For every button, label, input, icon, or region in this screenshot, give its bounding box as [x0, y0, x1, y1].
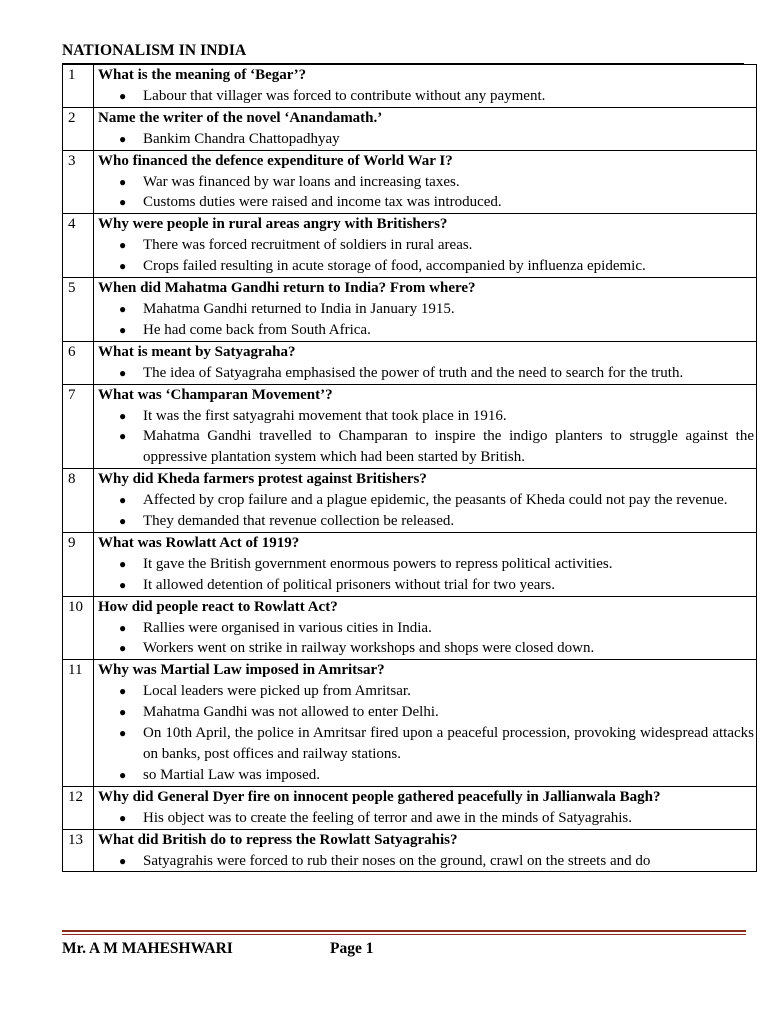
question-text: What was Rowlatt Act of 1919?: [98, 534, 300, 551]
answer-text: so Martial Law was imposed.: [143, 766, 321, 783]
footer-rule-thick: [62, 930, 746, 932]
question-number: 10: [63, 596, 94, 660]
answer-item: [98, 172, 754, 193]
question-cell: [94, 150, 757, 214]
question-cell: [94, 596, 757, 660]
answer-item: [98, 490, 754, 511]
answer-text: Mahatma Gandhi travelled to Champaran to inspire the indigo planters to struggle against the oppressive plantation system which had been started by British.: [143, 428, 754, 466]
question-text: What was ‘Champaran Movement’?: [98, 386, 333, 403]
question-cell: [94, 829, 757, 872]
answer-list: [98, 406, 754, 469]
answer-text: It was the first satyagrahi movement that took place in 1916.: [143, 407, 507, 424]
question-row: [63, 65, 757, 108]
bullet-icon: ●: [119, 301, 127, 316]
question-number: 1: [63, 65, 94, 108]
answer-text: War was financed by war loans and increasing taxes.: [143, 173, 460, 190]
question-row: [63, 469, 757, 533]
question-text: What did British do to repress the Rowlatt Satyagrahis?: [98, 831, 458, 848]
question-row: [63, 829, 757, 872]
answer-text: Satyagrahis were forced to rub their noses on the ground, crawl on the streets and do: [143, 852, 651, 869]
answer-item: [98, 638, 754, 659]
question-row: [63, 596, 757, 660]
answer-text: Workers went on strike in railway workshops and shops were closed down.: [143, 640, 595, 657]
bullet-icon: ●: [119, 514, 127, 529]
question-number: 11: [63, 660, 94, 786]
question-text: Why did Kheda farmers protest against Britishers?: [98, 471, 427, 488]
answer-item: [98, 256, 754, 277]
answer-list: [98, 235, 754, 277]
question-cell: [94, 278, 757, 342]
bullet-icon: ●: [119, 238, 127, 253]
question-number: 4: [63, 214, 94, 278]
answer-text: They demanded that revenue collection be released.: [143, 513, 455, 530]
bullet-icon: ●: [119, 493, 127, 508]
answer-list: [98, 851, 754, 872]
question-text: Who financed the defence expenditure of World War I?: [98, 152, 453, 169]
question-cell: [94, 660, 757, 786]
question-row: [63, 660, 757, 786]
bullet-icon: ●: [119, 853, 127, 868]
answer-text: It gave the British government enormous powers to repress political activities.: [143, 555, 613, 572]
question-row: [63, 150, 757, 214]
bullet-icon: ●: [119, 88, 127, 103]
bullet-icon: ●: [119, 408, 127, 423]
footer-rule-thin: [62, 934, 746, 935]
answer-list: [98, 172, 754, 214]
footer-author: Mr. A M MAHESHWARI: [62, 940, 233, 957]
question-text: When did Mahatma Gandhi return to India? From where?: [98, 280, 476, 297]
bullet-icon: ●: [119, 429, 127, 444]
question-row: [63, 341, 757, 384]
question-cell: [94, 384, 757, 469]
answer-item: [98, 554, 754, 575]
bullet-icon: ●: [119, 131, 127, 146]
question-row: [63, 107, 757, 150]
question-number: 7: [63, 384, 94, 469]
answer-text: His object was to create the feeling of terror and awe in the minds of Satyagrahis.: [143, 809, 633, 826]
bullet-icon: ●: [119, 620, 127, 635]
answer-text: Local leaders were picked up from Amritsar.: [143, 683, 411, 700]
bullet-icon: ●: [119, 810, 127, 825]
answer-text: Mahatma Gandhi was not allowed to enter Delhi.: [143, 704, 439, 721]
document-title: NATIONALISM IN INDIA: [62, 42, 247, 59]
answer-list: [98, 681, 754, 786]
answer-item: [98, 723, 754, 765]
answer-item: [98, 426, 754, 468]
question-row: [63, 786, 757, 829]
answer-item: [98, 765, 754, 786]
question-number: 12: [63, 786, 94, 829]
question-row: [63, 384, 757, 469]
question-cell: [94, 65, 757, 108]
answer-text: Rallies were organised in various cities in India.: [143, 619, 432, 636]
question-number: 13: [63, 829, 94, 872]
bullet-icon: ●: [119, 577, 127, 592]
qa-table-body: [63, 65, 757, 872]
answer-item: [98, 511, 754, 532]
answer-text: Customs duties were raised and income tax was introduced.: [143, 194, 502, 211]
answer-item: [98, 192, 754, 213]
footer-divider: [62, 930, 746, 935]
question-text: Why were people in rural areas angry with Britishers?: [98, 216, 448, 233]
question-number: 6: [63, 341, 94, 384]
qa-table: [62, 64, 757, 872]
answer-text: It allowed detention of political prisoners without trial for two years.: [143, 576, 555, 593]
answer-item: [98, 406, 754, 427]
bullet-icon: ●: [119, 767, 127, 782]
bullet-icon: ●: [119, 322, 127, 337]
answer-text: On 10th April, the police in Amritsar fired upon a peaceful procession, provoking widespread attacks on banks, post offices and railway stations.: [143, 725, 754, 762]
question-cell: [94, 341, 757, 384]
bullet-icon: ●: [119, 684, 127, 699]
answer-list: [98, 299, 754, 341]
answer-item: [98, 299, 754, 320]
bullet-icon: ●: [119, 195, 127, 210]
question-text: Why was Martial Law imposed in Amritsar?: [98, 662, 385, 679]
footer-page-number: Page 1: [330, 940, 374, 957]
answer-text: Crops failed resulting in acute storage of food, accompanied by influenza epidemic.: [143, 258, 646, 275]
question-cell: [94, 214, 757, 278]
question-number: 9: [63, 532, 94, 596]
answer-item: [98, 618, 754, 639]
answer-text: He had come back from South Africa.: [143, 321, 371, 338]
question-number: 2: [63, 107, 94, 150]
bullet-icon: ●: [119, 705, 127, 720]
question-row: [63, 214, 757, 278]
question-text: Why did General Dyer fire on innocent people gathered peacefully in Jallianwala Bagh?: [98, 788, 661, 805]
answer-item: [98, 320, 754, 341]
question-number: 5: [63, 278, 94, 342]
answer-text: Affected by crop failure and a plague epidemic, the peasants of Kheda could not pay the revenue.: [143, 492, 728, 509]
bullet-icon: ●: [119, 726, 127, 741]
question-number: 8: [63, 469, 94, 533]
answer-item: [98, 851, 754, 872]
question-text: How did people react to Rowlatt Act?: [98, 598, 338, 615]
bullet-icon: ●: [119, 641, 127, 656]
answer-list: [98, 808, 754, 829]
answer-item: [98, 808, 754, 829]
answer-list: [98, 129, 754, 150]
answer-item: [98, 86, 754, 107]
answer-list: [98, 490, 754, 532]
bullet-icon: ●: [119, 174, 127, 189]
answer-list: [98, 86, 754, 107]
question-text: What is the meaning of ‘Begar’?: [98, 67, 307, 83]
answer-list: [98, 363, 754, 384]
answer-text: There was forced recruitment of soldiers in rural areas.: [143, 237, 473, 254]
answer-item: [98, 575, 754, 596]
question-cell: [94, 532, 757, 596]
answer-text: Bankim Chandra Chattopadhyay: [143, 130, 340, 147]
answer-item: [98, 702, 754, 723]
bullet-icon: ●: [119, 365, 127, 380]
bullet-icon: ●: [119, 259, 127, 274]
question-cell: [94, 786, 757, 829]
answer-item: [98, 681, 754, 702]
answer-item: [98, 235, 754, 256]
answer-list: [98, 618, 754, 660]
answer-item: [98, 129, 754, 150]
answer-text: Labour that villager was forced to contribute without any payment.: [143, 87, 546, 104]
question-cell: [94, 469, 757, 533]
answer-text: Mahatma Gandhi returned to India in January 1915.: [143, 300, 455, 317]
answer-item: [98, 363, 754, 384]
answer-text: The idea of Satyagraha emphasised the power of truth and the need to search for the truth.: [143, 364, 684, 381]
question-row: [63, 532, 757, 596]
answer-list: [98, 554, 754, 596]
question-row: [63, 278, 757, 342]
question-number: 3: [63, 150, 94, 214]
question-text: What is meant by Satyagraha?: [98, 343, 296, 360]
bullet-icon: ●: [119, 556, 127, 571]
question-cell: [94, 107, 757, 150]
question-text: Name the writer of the novel ‘Anandamath.’: [98, 109, 383, 126]
